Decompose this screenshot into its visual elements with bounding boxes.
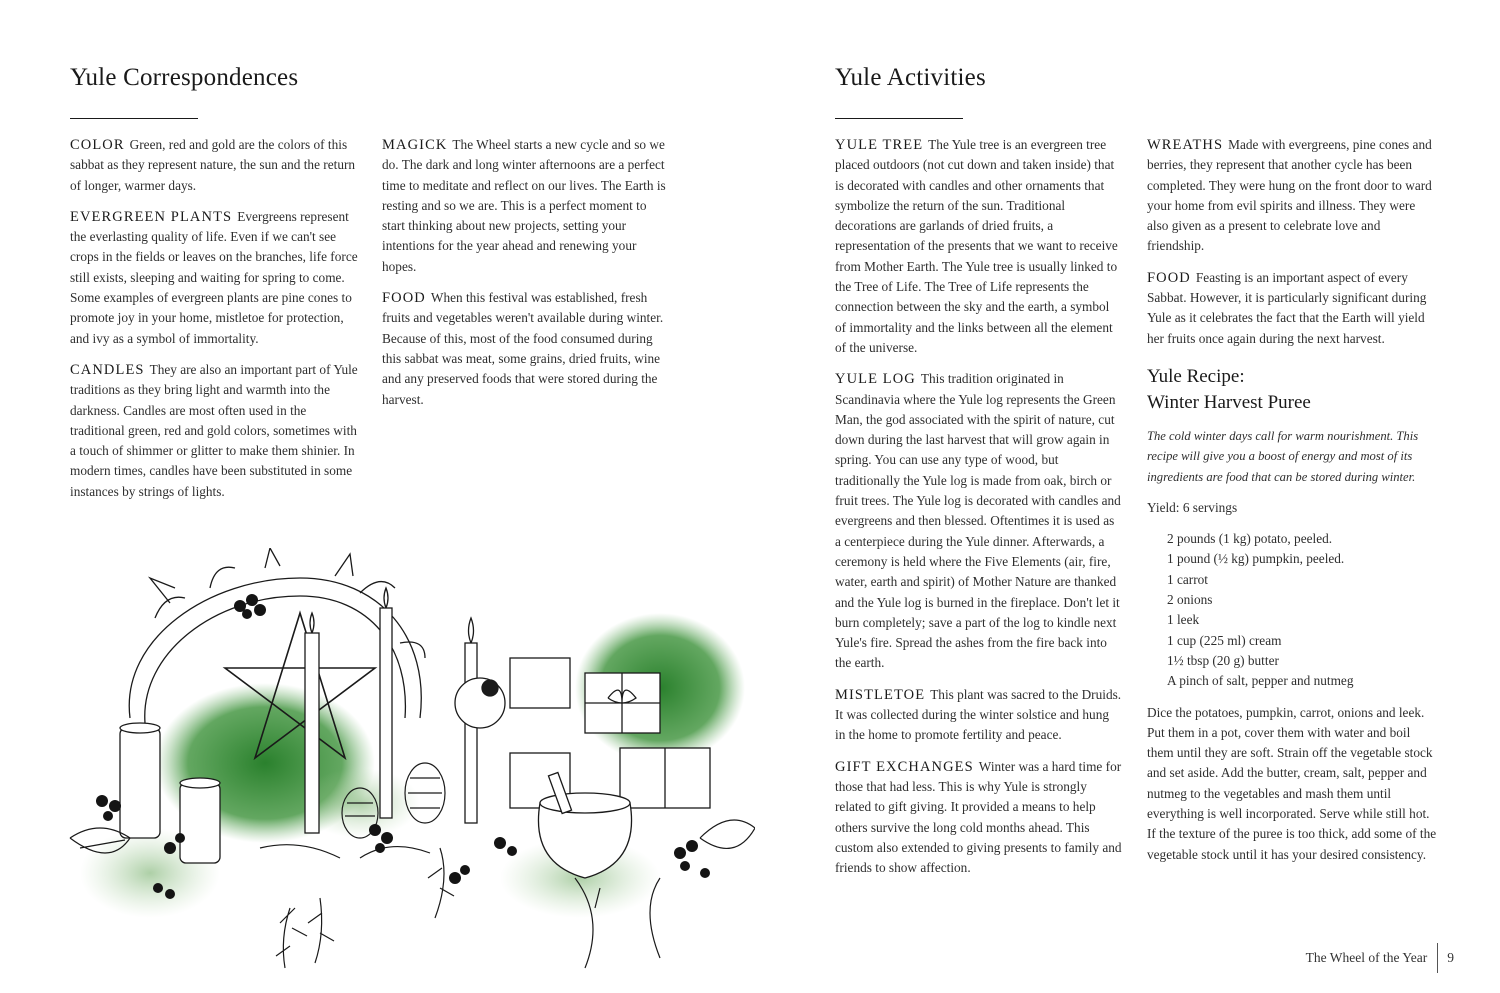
section-text: When this festival was established, fresh fruits and vegetables weren't available during winter. Because of this, most of the food consumed during this sabbat was meat, some grains, dried fruits, wine and any preserved foods that were stored during the harvest.: [382, 290, 664, 407]
left-column-2: [382, 135, 670, 421]
section-heading: COLOR: [70, 137, 125, 153]
section-heading: YULE TREE: [835, 137, 924, 153]
section-heading: MAGICK: [382, 137, 448, 153]
recipe-method: Dice the potatoes, pumpkin, carrot, onions and leek. Put them in a pot, cover them with water and boil them until they are soft. Strain off the vegetable stock and set aside. Add the butter, cream, salt, pepper and nutmeg to the vegetables and mash them until everything is well incorporated. Serve while still hot. If the texture of the puree is too thick, add some of the vegetable stock until it has your desired consistency.: [1147, 704, 1437, 862]
ingredient-list: [1147, 529, 1437, 691]
recipe-title: [1147, 364, 1437, 416]
section-candles: [70, 360, 358, 502]
section-text: Green, red and gold are the colors of this sabbat as they represent nature, the sun and the return of longer, warmer days.: [70, 137, 356, 193]
ingredient-item: 2 pounds (1 kg) potato, peeled.: [1167, 531, 1333, 547]
section-food: [382, 288, 670, 410]
ingredient-item: 1 carrot: [1167, 571, 1208, 587]
section-heading: FOOD: [382, 290, 426, 307]
section-yule-log: [835, 369, 1122, 673]
title-rule: [835, 118, 963, 119]
page-title: Yule Correspondences: [70, 64, 299, 91]
section-food: [1147, 268, 1437, 349]
recipe-title-line-1: Yule Recipe:: [1147, 365, 1245, 387]
section-heading: FOOD: [1147, 269, 1191, 286]
section-heading: WREATHS: [1147, 137, 1224, 153]
left-column-1: [70, 135, 358, 513]
ingredient-item: 1 leek: [1167, 612, 1200, 628]
footer-book-title: The Wheel of the Year: [1305, 950, 1428, 965]
section-text: This tradition originated in Scandinavia where the Yule log represents the Green Man, the god associated with the spirit of nature, cut down during the last harvest that will grow again in spring. You can use any type of wood, but traditionally the Yule log is made from oak, birch or fruit trees. The Yule log is decorated with candles and evergreens and then blessed. Oftentimes it is used as a centerpiece during the Yule dinner. Afterwards, a ceremony is held where the Five Elements (air, fire, water, earth and spirit) of Mother Nature are thanked and the Yule log is burned in the fireplace. Don't let it burn completely; save a part of the log to kindle next Yule's fire. Spread the ashes from the fire back into the earth.: [835, 371, 1121, 671]
section-magick: [382, 135, 670, 277]
right-column-2: [1147, 135, 1437, 876]
section-heading: EVERGREEN PLANTS: [70, 208, 233, 225]
section-heading: CANDLES: [70, 361, 145, 378]
section-gift-exchanges: [835, 757, 1122, 879]
section-text: The Yule tree is an evergreen tree placed outdoors (not cut down and taken inside) that is decorated with candles and other ornaments that symbolize the return of the sun. Traditional decorations are garlands of dried fruits, a representation of the presents that we want to receive from Mother Earth. The Yule tree is usually linked to the Tree of Life. The Tree of Life represents the connection between the sky and the earth, a symbol of immortality and the links between all the element of the universe.: [835, 137, 1118, 355]
section-text: Winter was a hard time for those that had less. This is why Yule is strongly related to gift giving. It provided a means to help others survive the long cold months ahead. This custom also extended to giving presents to family and friends to show affection.: [835, 758, 1122, 876]
recipe-yield: Yield: 6 servings: [1147, 499, 1238, 515]
page-footer: [1306, 943, 1454, 973]
section-color: [70, 135, 358, 196]
section-heading: MISTLETOE: [835, 686, 926, 703]
ingredient-item: 1½ tbsp (20 g) butter: [1167, 652, 1279, 668]
section-text: Feasting is an important aspect of every Sabbat. However, it is particularly significant during Yule as it celebrates the fact that the Earth will yield her fruits once again during the next harvest.: [1147, 269, 1427, 346]
section-text: They are also an important part of Yule traditions as they bring light and warmth into the darkness. Candles are most often used in the traditional green, red and gold colors, sometimes with a touch of shimmer or glitter to make them shinier. In modern times, candles have been substituted in some instances by strings of lights.: [70, 361, 358, 499]
section-wreaths: [1147, 135, 1437, 257]
right-page: [750, 0, 1500, 993]
yule-altar-illustration: [60, 548, 755, 978]
ingredient-item: 1 pound (½ kg) pumpkin, peeled.: [1167, 551, 1345, 567]
section-heading: GIFT EXCHANGES: [835, 758, 974, 775]
ingredient-item: 2 onions: [1167, 592, 1213, 608]
footer-divider: [1437, 943, 1438, 973]
page-title: Yule Activities: [835, 64, 986, 91]
recipe-intro: The cold winter days call for warm nourishment. This recipe will give you a boost of energy and most of its ingredients are food that can be stored during winter.: [1147, 428, 1419, 484]
section-text: Evergreens represent the everlasting quality of life. Even if we can't see crops in the fields or leaves on the branches, life force still exists, sleeping and waiting for spring to come. Some examples of evergreen plants are pine cones to promote joy in your home, mistletoe for protection, and ivy as a symbol of immortality.: [70, 208, 358, 346]
section-yule-tree: [835, 135, 1122, 358]
recipe-title-line-2: Winter Harvest Puree: [1147, 391, 1311, 413]
section-text: The Wheel starts a new cycle and so we do. The dark and long winter afternoons are a perfect time to meditate and reflect on our lives. The Earth is resting and so we are. This is a perfect moment to start thinking about new projects, setting your intentions for the year ahead and renewing your hopes.: [382, 137, 666, 274]
right-column-1: [835, 135, 1122, 889]
ingredient-item: A pinch of salt, pepper and nutmeg: [1167, 673, 1354, 689]
section-mistletoe: [835, 685, 1122, 746]
section-text: This plant was sacred to the Druids. It was collected during the winter solstice and hung in the home to promote fertility and peace.: [835, 686, 1122, 743]
section-evergreen-plants: [70, 207, 358, 349]
section-heading: YULE LOG: [835, 371, 916, 388]
title-rule: [70, 118, 198, 119]
ingredient-item: 1 cup (225 ml) cream: [1167, 632, 1282, 648]
section-text: Made with evergreens, pine cones and berries, they represent that another cycle has been completed. They were hung on the front door to ward your home from evil spirits and illness. They were also given as a present to celebrate love and friendship.: [1147, 137, 1432, 254]
page-number: 9: [1447, 950, 1454, 965]
